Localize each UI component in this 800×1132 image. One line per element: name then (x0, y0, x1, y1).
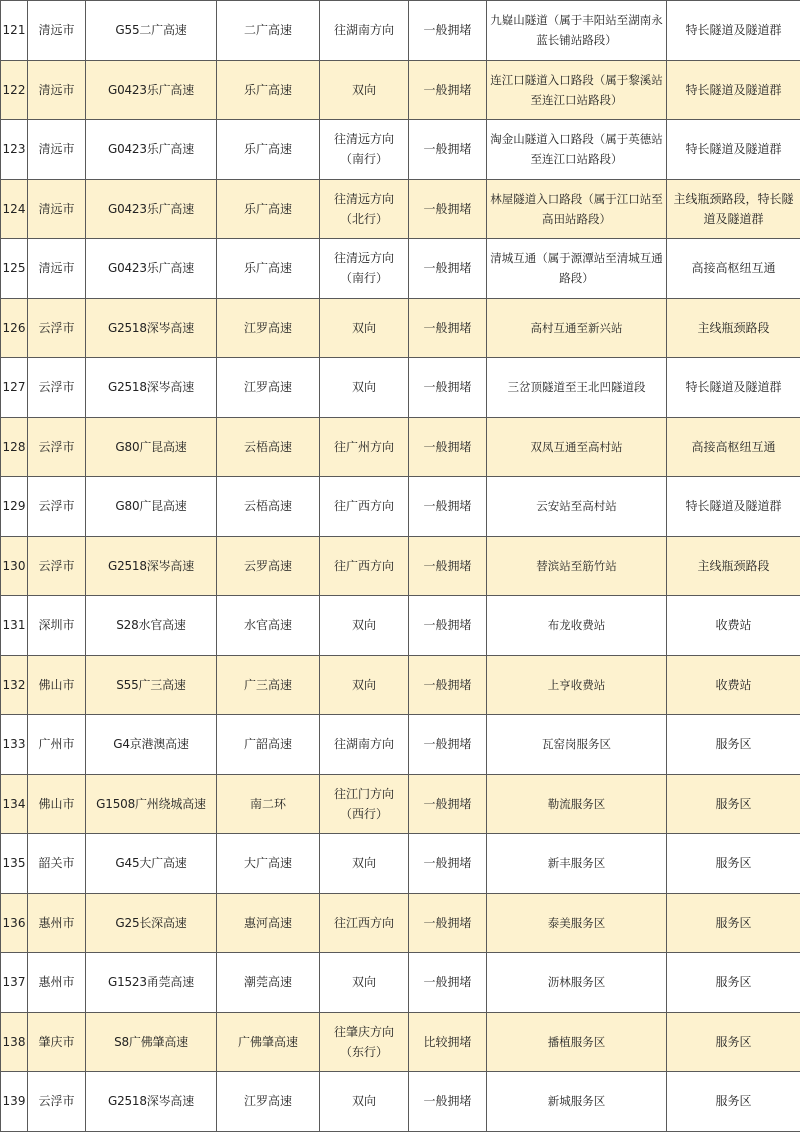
congestion-level-cell: 一般拥堵 (409, 893, 487, 953)
highway-cell: G80广昆高速 (86, 417, 217, 477)
direction-cell: 往清远方向（南行） (320, 120, 409, 180)
section-cell: 江罗高速 (217, 298, 320, 358)
location-cell: 播植服务区 (487, 1012, 667, 1072)
table-row (1, 477, 800, 537)
direction-cell: 双向 (320, 834, 409, 894)
category-cell: 服务区 (667, 953, 800, 1013)
congestion-level-cell: 一般拥堵 (409, 774, 487, 834)
congestion-level-cell: 一般拥堵 (409, 536, 487, 596)
table-row (1, 179, 800, 239)
congestion-level-cell: 一般拥堵 (409, 1, 487, 61)
city-cell: 清远市 (28, 120, 86, 180)
direction-cell: 往清远方向（北行） (320, 179, 409, 239)
row-number: 134 (1, 774, 28, 834)
section-cell: 江罗高速 (217, 358, 320, 418)
row-number: 130 (1, 536, 28, 596)
highway-cell: G0423乐广高速 (86, 60, 217, 120)
category-cell: 主线瓶颈路段 (667, 298, 800, 358)
city-cell: 清远市 (28, 1, 86, 61)
table-row (1, 596, 800, 656)
location-cell: 连江口隧道入口路段（属于黎溪站至连江口站路段） (487, 60, 667, 120)
table-row (1, 893, 800, 953)
direction-cell: 双向 (320, 1072, 409, 1132)
direction-cell: 往江门方向（西行） (320, 774, 409, 834)
location-cell: 布龙收费站 (487, 596, 667, 656)
row-number: 127 (1, 358, 28, 418)
direction-cell: 往肇庆方向（东行） (320, 1012, 409, 1072)
table-row (1, 953, 800, 1013)
location-cell: 上亨收费站 (487, 655, 667, 715)
table-row (1, 1072, 800, 1132)
row-number: 137 (1, 953, 28, 1013)
row-number: 122 (1, 60, 28, 120)
direction-cell: 往清远方向（南行） (320, 239, 409, 299)
row-number: 126 (1, 298, 28, 358)
highway-cell: G0423乐广高速 (86, 239, 217, 299)
row-number: 124 (1, 179, 28, 239)
congestion-level-cell: 一般拥堵 (409, 358, 487, 418)
congestion-level-cell: 一般拥堵 (409, 417, 487, 477)
location-cell: 双凤互通至高村站 (487, 417, 667, 477)
category-cell: 特长隧道及隧道群 (667, 1, 800, 61)
highway-cell: G2518深岑高速 (86, 358, 217, 418)
category-cell: 特长隧道及隧道群 (667, 120, 800, 180)
direction-cell: 往广州方向 (320, 417, 409, 477)
section-cell: 广韶高速 (217, 715, 320, 775)
location-cell: 替滨站至筋竹站 (487, 536, 667, 596)
category-cell: 收费站 (667, 655, 800, 715)
table-body (1, 1, 800, 1132)
highway-cell: G2518深岑高速 (86, 1072, 217, 1132)
section-cell: 潮莞高速 (217, 953, 320, 1013)
table-row (1, 120, 800, 180)
location-cell: 新丰服务区 (487, 834, 667, 894)
section-cell: 广佛肇高速 (217, 1012, 320, 1072)
location-cell: 淘金山隧道入口路段（属于英德站至连江口站路段） (487, 120, 667, 180)
congestion-level-cell: 一般拥堵 (409, 477, 487, 537)
highway-cell: G25长深高速 (86, 893, 217, 953)
direction-cell: 双向 (320, 953, 409, 1013)
congestion-level-cell: 一般拥堵 (409, 239, 487, 299)
location-cell: 三岔顶隧道至王北凹隧道段 (487, 358, 667, 418)
table-row (1, 774, 800, 834)
row-number: 123 (1, 120, 28, 180)
location-cell: 新城服务区 (487, 1072, 667, 1132)
direction-cell: 双向 (320, 596, 409, 656)
table-row (1, 298, 800, 358)
location-cell: 高村互通至新兴站 (487, 298, 667, 358)
category-cell: 主线瓶颈路段，特长隧道及隧道群 (667, 179, 800, 239)
row-number: 129 (1, 477, 28, 537)
location-cell: 九嶷山隧道（属于丰阳站至湖南永蓝长铺站路段） (487, 1, 667, 61)
section-cell: 水官高速 (217, 596, 320, 656)
category-cell: 特长隧道及隧道群 (667, 358, 800, 418)
table-row (1, 358, 800, 418)
highway-cell: G80广昆高速 (86, 477, 217, 537)
category-cell: 服务区 (667, 774, 800, 834)
city-cell: 云浮市 (28, 536, 86, 596)
category-cell: 高接高枢纽互通 (667, 239, 800, 299)
highway-cell: G4京港澳高速 (86, 715, 217, 775)
highway-cell: G0423乐广高速 (86, 179, 217, 239)
row-number: 135 (1, 834, 28, 894)
direction-cell: 往江西方向 (320, 893, 409, 953)
table-row (1, 417, 800, 477)
city-cell: 惠州市 (28, 893, 86, 953)
direction-cell: 往广西方向 (320, 477, 409, 537)
row-number: 128 (1, 417, 28, 477)
table-row (1, 60, 800, 120)
category-cell: 服务区 (667, 834, 800, 894)
table-row (1, 1, 800, 61)
congestion-level-cell: 一般拥堵 (409, 953, 487, 1013)
congestion-level-cell: 比较拥堵 (409, 1012, 487, 1072)
category-cell: 服务区 (667, 1012, 800, 1072)
congestion-level-cell: 一般拥堵 (409, 715, 487, 775)
city-cell: 韶关市 (28, 834, 86, 894)
location-cell: 林屋隧道入口路段（属于江口站至高田站路段） (487, 179, 667, 239)
city-cell: 肇庆市 (28, 1012, 86, 1072)
direction-cell: 双向 (320, 358, 409, 418)
location-cell: 勒流服务区 (487, 774, 667, 834)
section-cell: 乐广高速 (217, 179, 320, 239)
city-cell: 云浮市 (28, 477, 86, 537)
highway-cell: G2518深岑高速 (86, 536, 217, 596)
category-cell: 特长隧道及隧道群 (667, 60, 800, 120)
direction-cell: 往湖南方向 (320, 1, 409, 61)
location-cell: 云安站至高村站 (487, 477, 667, 537)
section-cell: 广三高速 (217, 655, 320, 715)
direction-cell: 双向 (320, 655, 409, 715)
highway-cell: G2518深岑高速 (86, 298, 217, 358)
direction-cell: 往湖南方向 (320, 715, 409, 775)
highway-cell: G1508广州绕城高速 (86, 774, 217, 834)
city-cell: 佛山市 (28, 655, 86, 715)
location-cell: 泰美服务区 (487, 893, 667, 953)
congestion-level-cell: 一般拥堵 (409, 179, 487, 239)
city-cell: 佛山市 (28, 774, 86, 834)
section-cell: 二广高速 (217, 1, 320, 61)
section-cell: 乐广高速 (217, 60, 320, 120)
city-cell: 云浮市 (28, 358, 86, 418)
city-cell: 清远市 (28, 239, 86, 299)
row-number: 133 (1, 715, 28, 775)
section-cell: 大广高速 (217, 834, 320, 894)
city-cell: 云浮市 (28, 1072, 86, 1132)
row-number: 121 (1, 1, 28, 61)
location-cell: 沥林服务区 (487, 953, 667, 1013)
table-row (1, 655, 800, 715)
city-cell: 清远市 (28, 179, 86, 239)
section-cell: 云梧高速 (217, 417, 320, 477)
direction-cell: 双向 (320, 60, 409, 120)
highway-cell: G1523甬莞高速 (86, 953, 217, 1013)
city-cell: 广州市 (28, 715, 86, 775)
location-cell: 清城互通（属于源潭站至清城互通路段） (487, 239, 667, 299)
congestion-level-cell: 一般拥堵 (409, 596, 487, 656)
direction-cell: 双向 (320, 298, 409, 358)
section-cell: 乐广高速 (217, 239, 320, 299)
section-cell: 云罗高速 (217, 536, 320, 596)
row-number: 125 (1, 239, 28, 299)
highway-cell: S28水官高速 (86, 596, 217, 656)
category-cell: 高接高枢纽互通 (667, 417, 800, 477)
row-number: 139 (1, 1072, 28, 1132)
category-cell: 收费站 (667, 596, 800, 656)
category-cell: 服务区 (667, 893, 800, 953)
city-cell: 云浮市 (28, 417, 86, 477)
row-number: 136 (1, 893, 28, 953)
row-number: 138 (1, 1012, 28, 1072)
congestion-level-cell: 一般拥堵 (409, 120, 487, 180)
category-cell: 主线瓶颈路段 (667, 536, 800, 596)
city-cell: 云浮市 (28, 298, 86, 358)
row-number: 131 (1, 596, 28, 656)
table-row (1, 239, 800, 299)
category-cell: 特长隧道及隧道群 (667, 477, 800, 537)
highway-cell: G45大广高速 (86, 834, 217, 894)
row-number: 132 (1, 655, 28, 715)
section-cell: 乐广高速 (217, 120, 320, 180)
highway-cell: G0423乐广高速 (86, 120, 217, 180)
section-cell: 惠河高速 (217, 893, 320, 953)
highway-cell: G55二广高速 (86, 1, 217, 61)
city-cell: 清远市 (28, 60, 86, 120)
table-row (1, 715, 800, 775)
highway-cell: S55广三高速 (86, 655, 217, 715)
city-cell: 惠州市 (28, 953, 86, 1013)
congestion-level-cell: 一般拥堵 (409, 834, 487, 894)
city-cell: 深圳市 (28, 596, 86, 656)
category-cell: 服务区 (667, 715, 800, 775)
direction-cell: 往广西方向 (320, 536, 409, 596)
section-cell: 南二环 (217, 774, 320, 834)
table-row (1, 536, 800, 596)
highway-cell: S8广佛肇高速 (86, 1012, 217, 1072)
congestion-level-cell: 一般拥堵 (409, 298, 487, 358)
location-cell: 瓦窑岗服务区 (487, 715, 667, 775)
table-row (1, 834, 800, 894)
category-cell: 服务区 (667, 1072, 800, 1132)
congestion-level-cell: 一般拥堵 (409, 60, 487, 120)
section-cell: 云梧高速 (217, 477, 320, 537)
section-cell: 江罗高速 (217, 1072, 320, 1132)
table-row (1, 1012, 800, 1072)
congestion-level-cell: 一般拥堵 (409, 655, 487, 715)
congestion-level-cell: 一般拥堵 (409, 1072, 487, 1132)
